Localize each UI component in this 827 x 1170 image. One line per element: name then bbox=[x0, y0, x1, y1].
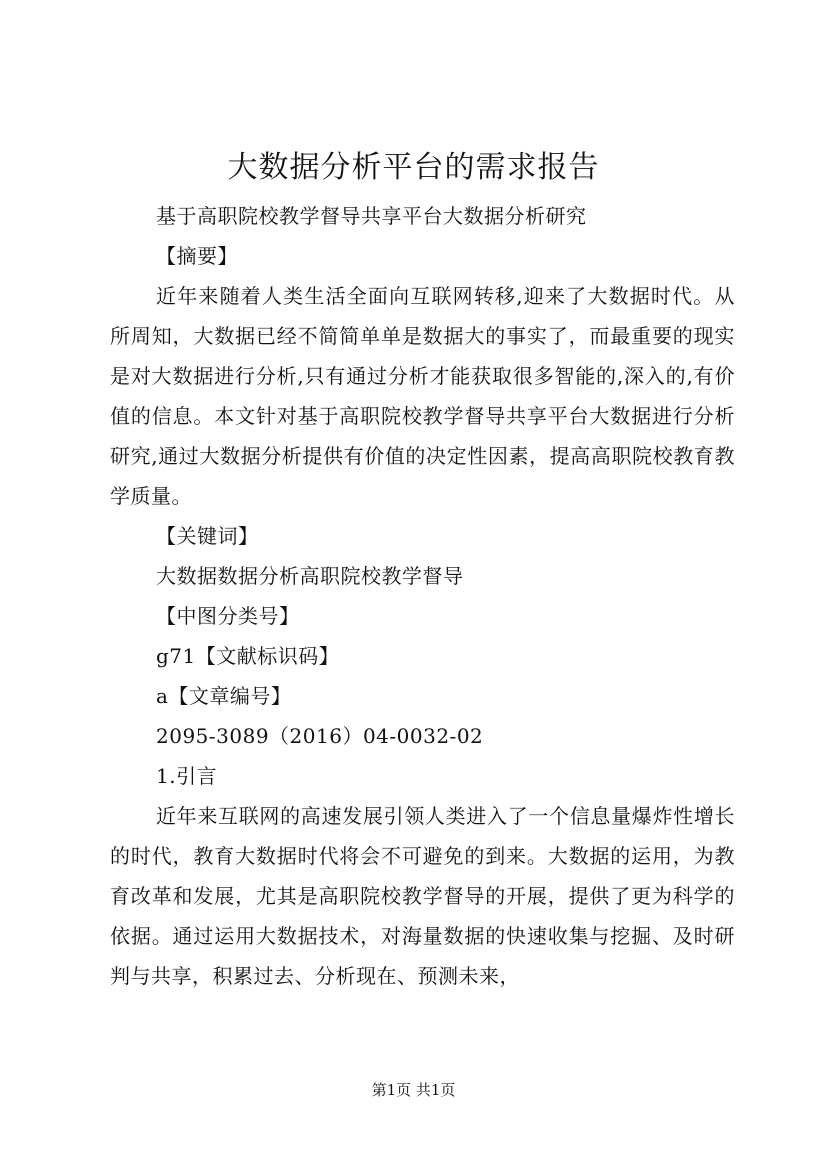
section-heading: 1.引言 bbox=[156, 764, 218, 788]
clc-line: g71【文献标识码】 bbox=[156, 644, 340, 668]
page-footer: 第1页 共1页 bbox=[371, 1081, 456, 1099]
keywords-heading: 【关键词】 bbox=[156, 524, 259, 548]
keywords-text: 大数据数据分析高职院校教学督导 bbox=[156, 564, 464, 588]
abstract-heading: 【摘要】 bbox=[156, 244, 238, 268]
article-number: 2095-3089（2016）04-0032-02 bbox=[156, 724, 484, 748]
document-code-line: a【文章编号】 bbox=[156, 684, 292, 708]
abstract-paragraph: 近年来随着人类生活全面向互联网转移,迎来了大数据时代。从所周知，大数据已经不简简单单是数据大的事实了，而最重要的现实是对大数据进行分析,只有通过分析才能获取很多智能的,深入的,有价值的信息。本文针对基于高职院校教学督导共享平台大数据进行分析研究,通过大数据分析提供有价值的决定性因素，提高高职院校教育教学质量。 bbox=[110, 284, 735, 508]
document-title: 大数据分析平台的需求报告 bbox=[227, 150, 600, 185]
document-body bbox=[110, 196, 735, 996]
document-subtitle: 基于高职院校教学督导共享平台大数据分析研究 bbox=[156, 204, 587, 228]
intro-paragraph: 近年来互联网的高速发展引领人类进入了一个信息量爆炸性增长的时代，教育大数据时代将会不可避免的到来。大数据的运用，为教育改革和发展，尤其是高职院校教学督导的开展，提供了更为科学的依据。通过运用大数据技术，对海量数据的快速收集与挖掘、及时研判与共享，积累过去、分析现在、预测未来， bbox=[110, 804, 735, 988]
clc-heading: 【中图分类号】 bbox=[156, 604, 300, 628]
